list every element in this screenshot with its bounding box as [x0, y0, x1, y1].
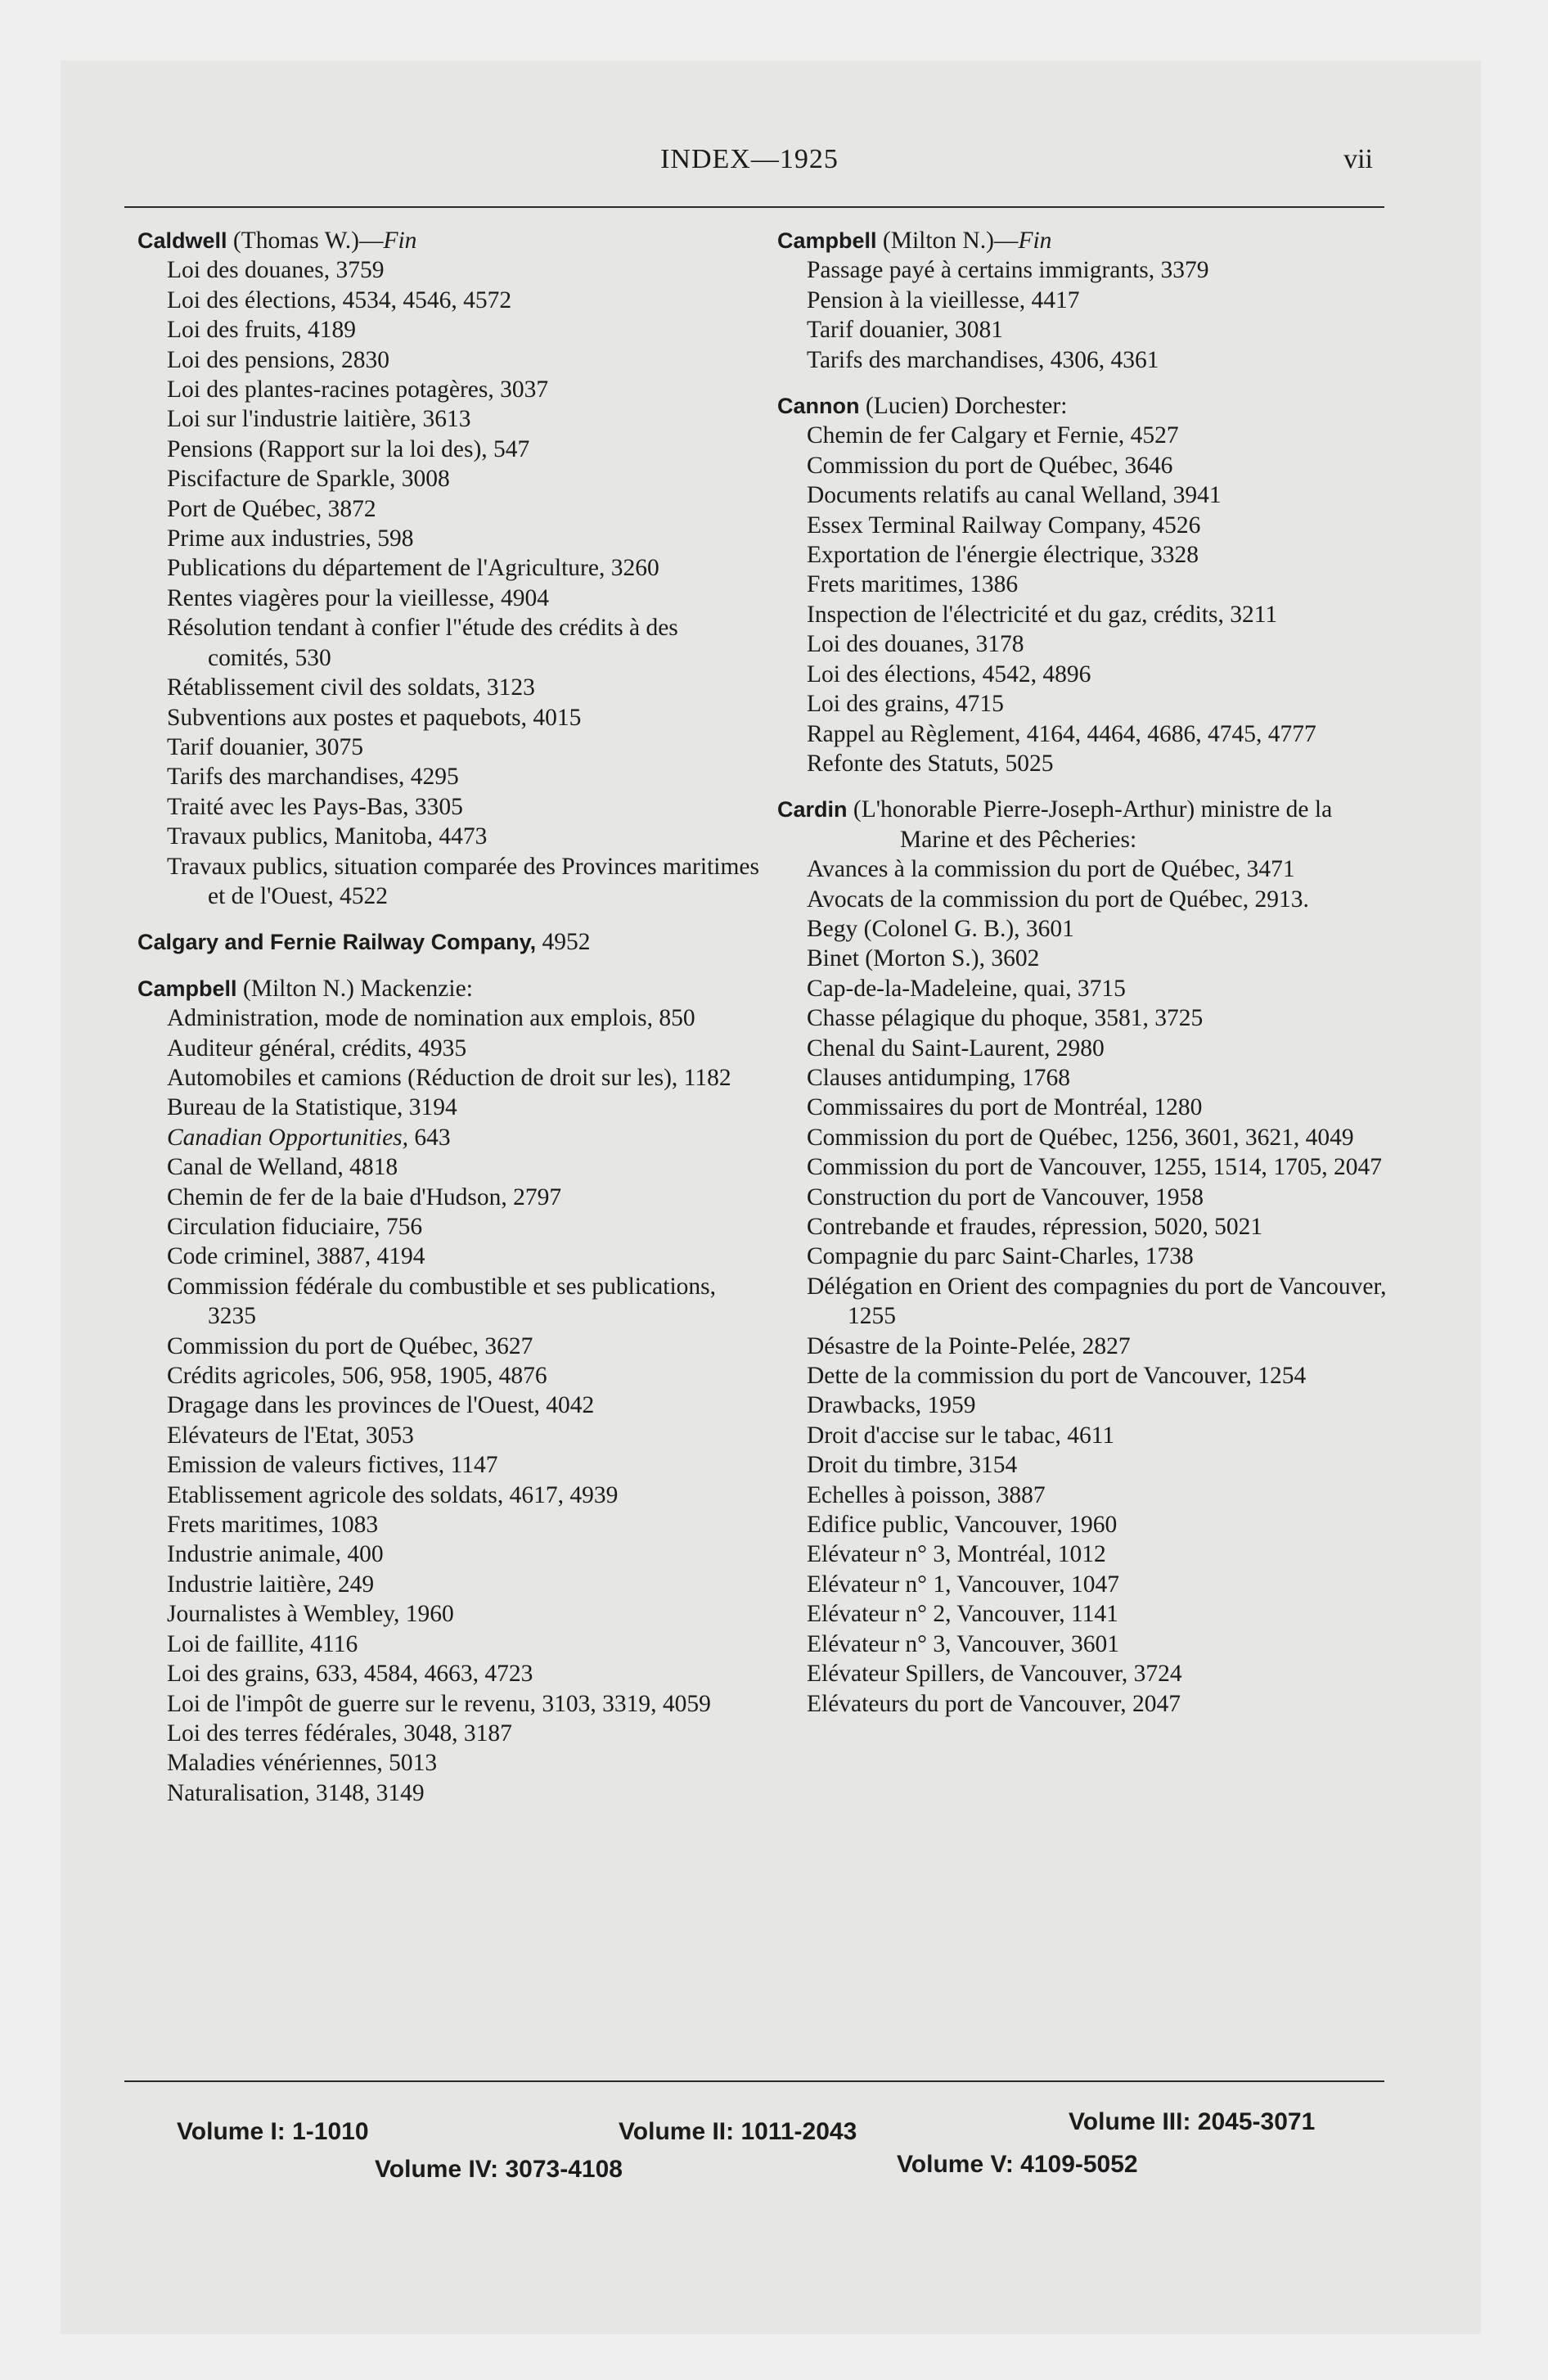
index-entry: Rentes viagères pour la vieillesse, 4904 [167, 584, 549, 611]
index-entry: Dragage dans les provinces de l'Ouest, 4042 [167, 1392, 595, 1419]
index-entry: Commission du port de Vancouver, 1255, 1514, 1705, 2047 [807, 1154, 1382, 1181]
index-entry: Cap-de-la-Madeleine, quai, 3715 [807, 975, 1126, 1002]
index-entry: Industrie animale, 400 [167, 1541, 384, 1568]
index-entry: Begy (Colonel G. B.), 3601 [807, 915, 1074, 942]
entry-pages: 643 [408, 1124, 451, 1151]
index-entry: Contrebande et fraudes, répression, 5020, 5021 [807, 1214, 1263, 1240]
index-entry: Loi des grains, 633, 4584, 4663, 4723 [167, 1661, 533, 1688]
index-entry: Délégation en Orient des compagnies du port de Vancouver, 1255 [807, 1273, 1387, 1330]
section-detail: 4952 [536, 929, 591, 956]
section-name: Calgary and Fernie Railway Company, [137, 930, 537, 955]
entry-title-italic: Canadian Opportunities, [167, 1124, 409, 1151]
index-entry: Industrie laitière, 249 [167, 1571, 375, 1598]
volume-4-range: Volume IV: 3073-4108 [375, 2156, 623, 2183]
index-entry: Résolution tendant à confier l"étude des crédits à des comités, 530 [167, 615, 678, 671]
index-entry: Clauses antidumping, 1768 [807, 1064, 1071, 1091]
index-entry [137, 1123, 759, 1152]
index-entry: Tarifs des marchandises, 4306, 4361 [807, 346, 1159, 373]
index-entry: Code criminel, 3887, 4194 [167, 1243, 425, 1270]
index-entry: Circulation fiduciaire, 756 [167, 1214, 423, 1240]
index-entry: Maladies vénériennes, 5013 [167, 1750, 438, 1777]
index-entry: Tarif douanier, 3081 [807, 317, 1004, 344]
index-entry: Loi des élections, 4542, 4896 [807, 660, 1091, 687]
index-entry: Elévateurs de l'Etat, 3053 [167, 1422, 414, 1449]
index-entry: Loi des pensions, 2830 [167, 346, 390, 373]
right-column [777, 226, 1407, 1735]
index-entry: Elévateur n° 2, Vancouver, 1141 [807, 1601, 1118, 1628]
section-fin: Fin [383, 228, 417, 254]
index-entry: Travaux publics, Manitoba, 4473 [167, 823, 488, 850]
index-entry: Désastre de la Pointe-Pelée, 2827 [807, 1332, 1131, 1359]
index-entry: Journalistes à Wembley, 1960 [167, 1601, 454, 1628]
index-entry: Drawbacks, 1959 [807, 1392, 976, 1419]
index-entry: Port de Québec, 3872 [167, 495, 376, 522]
index-entry: Crédits agricoles, 506, 958, 1905, 4876 [167, 1363, 547, 1390]
index-entry: Essex Terminal Railway Company, 4526 [807, 512, 1201, 539]
index-entry: Emission de valeurs fictives, 1147 [167, 1452, 498, 1479]
index-entry: Publications du département de l'Agriculture, 3260 [167, 555, 659, 582]
index-entry: Traité avec les Pays-Bas, 3305 [167, 793, 463, 820]
index-entry: Canal de Welland, 4818 [167, 1154, 398, 1181]
index-entry: Loi des fruits, 4189 [167, 317, 357, 344]
index-section [137, 226, 759, 911]
section-detail: (Milton N.) Mackenzie: [236, 975, 473, 1002]
index-entry: Loi de l'impôt de guerre sur le revenu, 3103, 3319, 4059 [167, 1690, 711, 1717]
page-title: INDEX—1925 [660, 144, 839, 174]
index-entry: Chenal du Saint-Laurent, 2980 [807, 1034, 1105, 1062]
index-entry: Refonte des Statuts, 5025 [807, 750, 1054, 777]
index-entry: Elévateurs du port de Vancouver, 2047 [807, 1690, 1181, 1717]
section-heading [137, 974, 759, 1003]
page-folio: vii [1343, 144, 1373, 174]
section-detail: (Lucien) Dorchester: [859, 393, 1068, 420]
index-entry: Etablissement agricole des soldats, 4617, 4939 [167, 1481, 619, 1508]
section-name: Cannon [777, 394, 860, 419]
footer-rule [124, 2080, 1384, 2082]
page-header [115, 129, 1384, 187]
index-entry: Commission du port de Québec, 3627 [167, 1332, 533, 1359]
index-entry: Loi sur l'industrie laitière, 3613 [167, 406, 471, 433]
section-name: Cardin [777, 797, 848, 823]
index-section [777, 795, 1407, 1719]
index-entry: Droit du timbre, 3154 [807, 1452, 1018, 1479]
index-entry: Bureau de la Statistique, 3194 [167, 1094, 457, 1121]
index-section [777, 391, 1407, 778]
index-entry: Avocats de la commission du port de Québec, 2913. [807, 886, 1309, 913]
section-name: Campbell [137, 976, 237, 1001]
index-entry: Elévateur n° 3, Vancouver, 3601 [807, 1630, 1119, 1657]
index-entry: Frets maritimes, 1083 [167, 1512, 379, 1539]
section-name: Campbell [777, 228, 877, 253]
index-entry: Loi des terres fédérales, 3048, 3187 [167, 1720, 512, 1747]
index-entry: Piscifacture de Sparkle, 3008 [167, 466, 450, 493]
volume-5-range: Volume V: 4109-5052 [897, 2151, 1138, 2178]
index-entry: Loi des plantes-racines potagères, 3037 [167, 376, 549, 403]
index-entry: Subventions aux postes et paquebots, 4015 [167, 704, 582, 731]
section-heading [777, 795, 1407, 854]
index-entry: Exportation de l'énergie électrique, 3328 [807, 542, 1199, 569]
index-entry: Loi de faillite, 4116 [167, 1630, 358, 1657]
index-entry: Chasse pélagique du phoque, 3581, 3725 [807, 1005, 1204, 1032]
section-heading [137, 226, 759, 255]
index-entry: Edifice public, Vancouver, 1960 [807, 1512, 1118, 1539]
section-detail: (L'honorable Pierre-Joseph-Arthur) ministre de la Marine et des Pêcheries: [847, 796, 1333, 853]
index-entry: Pensions (Rapport sur la loi des), 547 [167, 435, 530, 462]
section-heading [137, 927, 759, 957]
index-section [137, 927, 759, 957]
header-rule [124, 206, 1384, 208]
section-detail: (Thomas W.)— [227, 228, 384, 254]
index-entry: Commission fédérale du combustible et ses publications, 3235 [167, 1273, 717, 1330]
index-entry: Commission du port de Québec, 3646 [807, 452, 1173, 479]
volume-3-range: Volume III: 2045-3071 [1069, 2108, 1316, 2135]
index-entry: Dette de la commission du port de Vancouver, 1254 [807, 1363, 1307, 1390]
section-heading [777, 226, 1407, 255]
index-entry: Documents relatifs au canal Welland, 3941 [807, 482, 1222, 509]
index-entry: Inspection de l'électricité et du gaz, crédits, 3211 [807, 601, 1278, 628]
section-fin: Fin [1018, 228, 1052, 254]
volume-2-range: Volume II: 1011-2043 [619, 2118, 857, 2145]
index-entry: Construction du port de Vancouver, 1958 [807, 1183, 1204, 1210]
index-entry: Administration, mode de nomination aux emplois, 850 [167, 1005, 695, 1032]
index-entry: Loi des élections, 4534, 4546, 4572 [167, 286, 512, 313]
section-name: Caldwell [137, 228, 227, 253]
volume-footer [115, 2108, 1391, 2206]
volume-1-range: Volume I: 1-1010 [177, 2118, 369, 2145]
index-entry: Auditeur général, crédits, 4935 [167, 1034, 467, 1062]
index-entry: Tarifs des marchandises, 4295 [167, 764, 459, 791]
index-entry: Chemin de fer Calgary et Fernie, 4527 [807, 422, 1179, 449]
index-section [137, 974, 759, 1808]
index-entry: Elévateur Spillers, de Vancouver, 3724 [807, 1661, 1182, 1688]
index-entry: Chemin de fer de la baie d'Hudson, 2797 [167, 1183, 562, 1210]
index-entry: Loi des douanes, 3759 [167, 257, 385, 284]
index-entry: Rappel au Règlement, 4164, 4464, 4686, 4745, 4777 [807, 720, 1316, 747]
index-entry: Compagnie du parc Saint-Charles, 1738 [807, 1243, 1194, 1270]
left-column [137, 226, 759, 1824]
index-entry: Avances à la commission du port de Québec, 3471 [807, 856, 1295, 883]
index-entry: Echelles à poisson, 3887 [807, 1481, 1046, 1508]
index-entry: Elévateur n° 1, Vancouver, 1047 [807, 1571, 1119, 1598]
index-entry: Rétablissement civil des soldats, 3123 [167, 674, 535, 701]
index-entry: Automobiles et camions (Réduction de droit sur les), 1182 [167, 1064, 731, 1091]
index-entry: Naturalisation, 3148, 3149 [167, 1779, 425, 1806]
section-heading [777, 391, 1407, 421]
index-section [777, 226, 1407, 375]
index-entry: Droit d'accise sur le tabac, 4611 [807, 1422, 1115, 1449]
index-entry: Elévateur n° 3, Montréal, 1012 [807, 1541, 1106, 1568]
index-entry: Loi des grains, 4715 [807, 691, 1004, 718]
index-entry: Passage payé à certains immigrants, 3379 [807, 257, 1209, 284]
index-entry: Prime aux industries, 598 [167, 525, 414, 552]
index-entry: Commission du port de Québec, 1256, 3601, 3621, 4049 [807, 1124, 1354, 1151]
section-detail: (Milton N.)— [876, 228, 1019, 254]
index-entry: Loi des douanes, 3178 [807, 631, 1024, 658]
index-entry: Tarif douanier, 3075 [167, 733, 364, 760]
index-entry: Travaux publics, situation comparée des Provinces maritimes et de l'Ouest, 4522 [167, 853, 759, 909]
index-entry: Commissaires du port de Montréal, 1280 [807, 1094, 1203, 1121]
index-entry: Frets maritimes, 1386 [807, 571, 1019, 598]
index-entry: Pension à la vieillesse, 4417 [807, 286, 1080, 313]
index-entry: Binet (Morton S.), 3602 [807, 945, 1040, 972]
